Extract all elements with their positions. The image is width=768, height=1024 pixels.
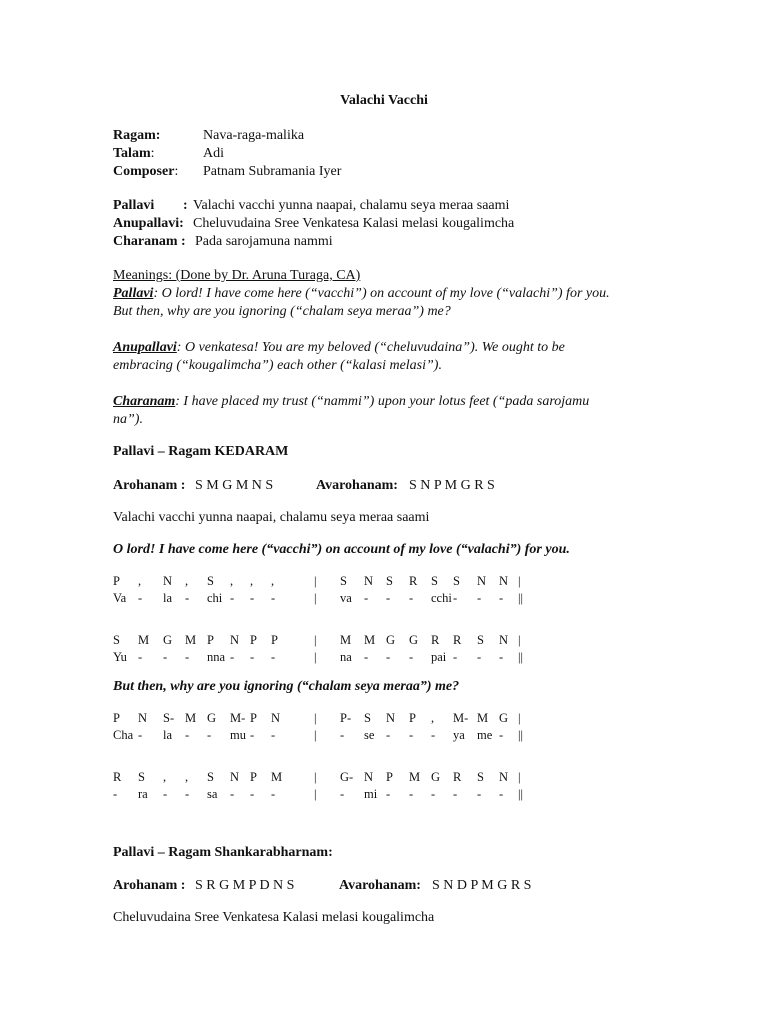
swara-cell: M [477, 711, 489, 725]
swara-cell: N [138, 711, 148, 725]
sahitya-cell: - [477, 787, 482, 801]
sahitya-cell: - [499, 591, 504, 605]
swara-cell: S [364, 711, 371, 725]
swara-cell: S [386, 574, 393, 588]
sahitya-cell: - [431, 787, 436, 801]
swara-cell: N [386, 711, 396, 725]
sahitya-cell: - [431, 728, 436, 742]
section1-meaning2: But then, why are you ignoring (“chalam seya meraa”) me? [113, 679, 460, 694]
meaning-anupallavi-label: Anupallavi [113, 340, 177, 355]
swara-cell: S [207, 770, 214, 784]
sahitya-cell: - [185, 728, 190, 742]
section1-heading: Pallavi – Ragam KEDARAM [113, 444, 289, 459]
swara-cell: | [518, 770, 521, 784]
sahitya-cell: mi [364, 787, 378, 801]
talam-label: Talam [113, 146, 151, 161]
meaning-charanam-label: Charanam [113, 394, 176, 409]
notation-sahitya-row-4 [0, 787, 768, 801]
swara-cell: N [499, 633, 509, 647]
pallavi-colon: : [183, 198, 188, 213]
sahitya-cell: - [409, 650, 414, 664]
sahitya-cell: - [113, 787, 118, 801]
swara-cell: S [138, 770, 145, 784]
sahitya-cell: - [453, 650, 458, 664]
sahitya-cell: - [477, 591, 482, 605]
swara-cell: G [386, 633, 396, 647]
sahitya-cell: la [163, 591, 173, 605]
sahitya-cell: Yu [113, 650, 127, 664]
swara-cell: N [163, 574, 173, 588]
swara-cell: , [138, 574, 142, 588]
sahitya-cell: - [138, 591, 143, 605]
swara-cell: S- [163, 711, 175, 725]
swara-cell: S [453, 574, 460, 588]
meaning-pallavi-label: Pallavi [113, 286, 154, 301]
swara-cell: P [207, 633, 214, 647]
sahitya-cell: - [185, 591, 190, 605]
talam-colon: : [150, 146, 155, 161]
sahitya-cell: - [409, 728, 414, 742]
meaning-anupallavi-text1: : O venkatesa! You are my beloved (“cheluvudaina”). We ought to be [176, 340, 565, 355]
swara-cell: M [409, 770, 421, 784]
sahitya-cell: - [453, 787, 458, 801]
sahitya-cell: - [138, 650, 143, 664]
sahitya-cell: se [364, 728, 375, 742]
swara-cell: , [250, 574, 254, 588]
sahitya-cell: - [271, 787, 276, 801]
sahitya-cell: - [185, 787, 190, 801]
sahitya-cell: - [250, 591, 255, 605]
talam-label-group [113, 146, 155, 162]
sahitya-cell: - [230, 591, 235, 605]
sahitya-cell: - [386, 591, 391, 605]
sahitya-cell: - [185, 650, 190, 664]
swara-cell: M- [230, 711, 246, 725]
section2-lyric: Cheluvudaina Sree Venkatesa Kalasi melasi kougalimcha [113, 910, 435, 925]
meaning-anupallavi-line1 [113, 340, 565, 356]
sahitya-cell: me [477, 728, 493, 742]
swara-cell: | [518, 633, 521, 647]
swara-cell: N [364, 770, 374, 784]
talam-value: Adi [203, 146, 224, 161]
swara-cell: G- [340, 770, 354, 784]
notation-swara-row-1 [0, 574, 768, 588]
sahitya-cell: || [518, 591, 524, 605]
sahitya-cell: pai [431, 650, 447, 664]
sahitya-cell: | [314, 591, 317, 605]
swara-cell: S [477, 770, 484, 784]
swara-cell: S [207, 574, 214, 588]
sahitya-cell: - [340, 728, 345, 742]
section2-arohanam-label: Arohanam : [113, 878, 186, 893]
swara-cell: R [453, 770, 462, 784]
sahitya-cell: - [340, 787, 345, 801]
swara-cell: M [271, 770, 283, 784]
sahitya-cell: || [518, 728, 524, 742]
sahitya-cell: - [386, 650, 391, 664]
notation-swara-row-3 [0, 711, 768, 725]
swara-cell: N [499, 574, 509, 588]
section1-avarohanam-value: S N P M G R S [409, 478, 495, 493]
swara-cell: , [185, 574, 189, 588]
swara-cell: R [409, 574, 418, 588]
sahitya-cell: - [453, 591, 458, 605]
section1-arohanam-value: S M G M N S [195, 478, 274, 493]
swara-cell: , [230, 574, 234, 588]
swara-cell: P [409, 711, 416, 725]
swara-cell: | [314, 574, 317, 588]
swara-cell: N [230, 770, 240, 784]
sahitya-cell: | [314, 650, 317, 664]
sahitya-cell: - [409, 591, 414, 605]
swara-cell: M- [453, 711, 469, 725]
section2-arohanam-value: S R G M P D N S [195, 878, 295, 893]
sahitya-cell: - [250, 787, 255, 801]
meanings-heading: Meanings: (Done by Dr. Aruna Turaga, CA) [113, 268, 361, 283]
sahitya-cell: va [340, 591, 352, 605]
swara-cell: M [185, 711, 197, 725]
swara-cell: N [230, 633, 240, 647]
pallavi-label: Pallavi [113, 198, 155, 213]
ragam-value: Nava-raga-malika [203, 128, 305, 143]
charanam-text: Pada sarojamuna nammi [195, 234, 333, 249]
swara-cell: , [431, 711, 435, 725]
sahitya-cell: cchi [431, 591, 452, 605]
meaning-pallavi-line1 [113, 286, 610, 302]
composer-colon: : [174, 164, 179, 179]
swara-cell: | [314, 711, 317, 725]
swara-cell: R [453, 633, 462, 647]
anupallavi-text: Cheluvudaina Sree Venkatesa Kalasi melasi kougalimcha [193, 216, 515, 231]
sahitya-cell: - [271, 728, 276, 742]
meaning-charanam-line1 [113, 394, 589, 410]
swara-cell: S [340, 574, 347, 588]
swara-cell: G [163, 633, 173, 647]
swara-cell: R [431, 633, 440, 647]
swara-cell: P [250, 633, 257, 647]
sahitya-cell: || [518, 787, 524, 801]
swara-cell: S [477, 633, 484, 647]
sahitya-cell: nna [207, 650, 226, 664]
swara-cell: G [499, 711, 509, 725]
sahitya-cell: Va [113, 591, 127, 605]
swara-cell: M [364, 633, 376, 647]
notation-swara-row-2 [0, 633, 768, 647]
swara-cell: N [271, 711, 281, 725]
section2-heading: Pallavi – Ragam Shankarabharnam: [113, 845, 333, 860]
composer-value: Patnam Subramania Iyer [203, 164, 342, 179]
sahitya-cell: - [250, 728, 255, 742]
swara-cell: N [499, 770, 509, 784]
sahitya-cell: - [207, 728, 212, 742]
meaning-pallavi-text1: : O lord! I have come here (“vacchi”) on account of my love (“valachi”) for you. [153, 286, 610, 301]
swara-cell: G [431, 770, 441, 784]
sahitya-cell: - [499, 650, 504, 664]
swara-cell: M [138, 633, 150, 647]
sahitya-cell: - [477, 650, 482, 664]
meaning-charanam-text1: : I have placed my trust (“nammi”) upon your lotus feet (“pada sarojamu [175, 394, 590, 409]
swara-cell: M [185, 633, 197, 647]
sahitya-cell: - [230, 787, 235, 801]
sahitya-cell: mu [230, 728, 246, 742]
sahitya-cell: - [364, 650, 369, 664]
section1-meaning1: O lord! I have come here (“vacchi”) on account of my love (“valachi”) for you. [113, 542, 570, 557]
swara-cell: P- [340, 711, 352, 725]
notation-sahitya-row-3 [0, 728, 768, 742]
sahitya-cell: | [314, 728, 317, 742]
swara-cell: | [518, 711, 521, 725]
sahitya-cell: - [386, 787, 391, 801]
sahitya-cell: - [409, 787, 414, 801]
swara-cell: , [163, 770, 167, 784]
meaning-charanam-line2: na”). [113, 412, 143, 427]
swara-cell: M [340, 633, 352, 647]
swara-cell: P [113, 711, 120, 725]
swara-cell: | [314, 770, 317, 784]
sahitya-cell: - [230, 650, 235, 664]
swara-cell: R [113, 770, 122, 784]
section1-avarohanam-label: Avarohanam: [316, 478, 398, 493]
swara-cell: P [386, 770, 393, 784]
composer-label: Composer [113, 164, 175, 179]
sahitya-cell: - [271, 591, 276, 605]
swara-cell: P [250, 711, 257, 725]
section1-arohanam-label: Arohanam : [113, 478, 186, 493]
sahitya-cell: | [314, 787, 317, 801]
sahitya-cell: - [163, 787, 168, 801]
swara-cell: S [431, 574, 438, 588]
meaning-pallavi-line2: But then, why are you ignoring (“chalam seya meraa”) me? [113, 304, 451, 319]
swara-cell: N [364, 574, 374, 588]
ragam-label: Ragam: [113, 128, 161, 143]
sahitya-cell: sa [207, 787, 218, 801]
section1-lyric: Valachi vacchi yunna naapai, chalamu seya meraa saami [113, 510, 430, 525]
sahitya-cell: - [499, 728, 504, 742]
swara-cell: , [185, 770, 189, 784]
sahitya-cell: chi [207, 591, 223, 605]
sahitya-cell: - [138, 728, 143, 742]
swara-cell: S [113, 633, 120, 647]
section2-avarohanam-label: Avarohanam: [339, 878, 421, 893]
meaning-anupallavi-line2: embracing (“kougalimcha”) each other (“kalasi melasi”). [113, 358, 442, 373]
anupallavi-label: Anupallavi: [113, 216, 184, 231]
sahitya-cell: || [518, 650, 524, 664]
swara-cell: G [207, 711, 217, 725]
sahitya-cell: - [364, 591, 369, 605]
pallavi-text: Valachi vacchi yunna naapai, chalamu seya meraa saami [193, 198, 510, 213]
page-title: Valachi Vacchi [340, 93, 428, 108]
swara-cell: , [271, 574, 275, 588]
swara-cell: N [477, 574, 487, 588]
swara-cell: P [250, 770, 257, 784]
swara-cell: | [314, 633, 317, 647]
charanam-label: Charanam : [113, 234, 186, 249]
swara-cell: P [113, 574, 120, 588]
notation-swara-row-4 [0, 770, 768, 784]
composer-label-group [113, 164, 178, 180]
sahitya-cell: la [163, 728, 173, 742]
notation-sahitya-row-1 [0, 591, 768, 605]
sahitya-cell: - [271, 650, 276, 664]
sahitya-cell: - [499, 787, 504, 801]
sahitya-cell: - [163, 650, 168, 664]
swara-cell: | [518, 574, 521, 588]
sahitya-cell: - [386, 728, 391, 742]
swara-cell: G [409, 633, 419, 647]
section2-avarohanam-value: S N D P M G R S [432, 878, 532, 893]
sahitya-cell: ra [138, 787, 148, 801]
sahitya-cell: ya [453, 728, 465, 742]
sahitya-cell: Cha [113, 728, 134, 742]
sahitya-cell: - [250, 650, 255, 664]
swara-cell: P [271, 633, 278, 647]
notation-sahitya-row-2 [0, 650, 768, 664]
sahitya-cell: na [340, 650, 352, 664]
